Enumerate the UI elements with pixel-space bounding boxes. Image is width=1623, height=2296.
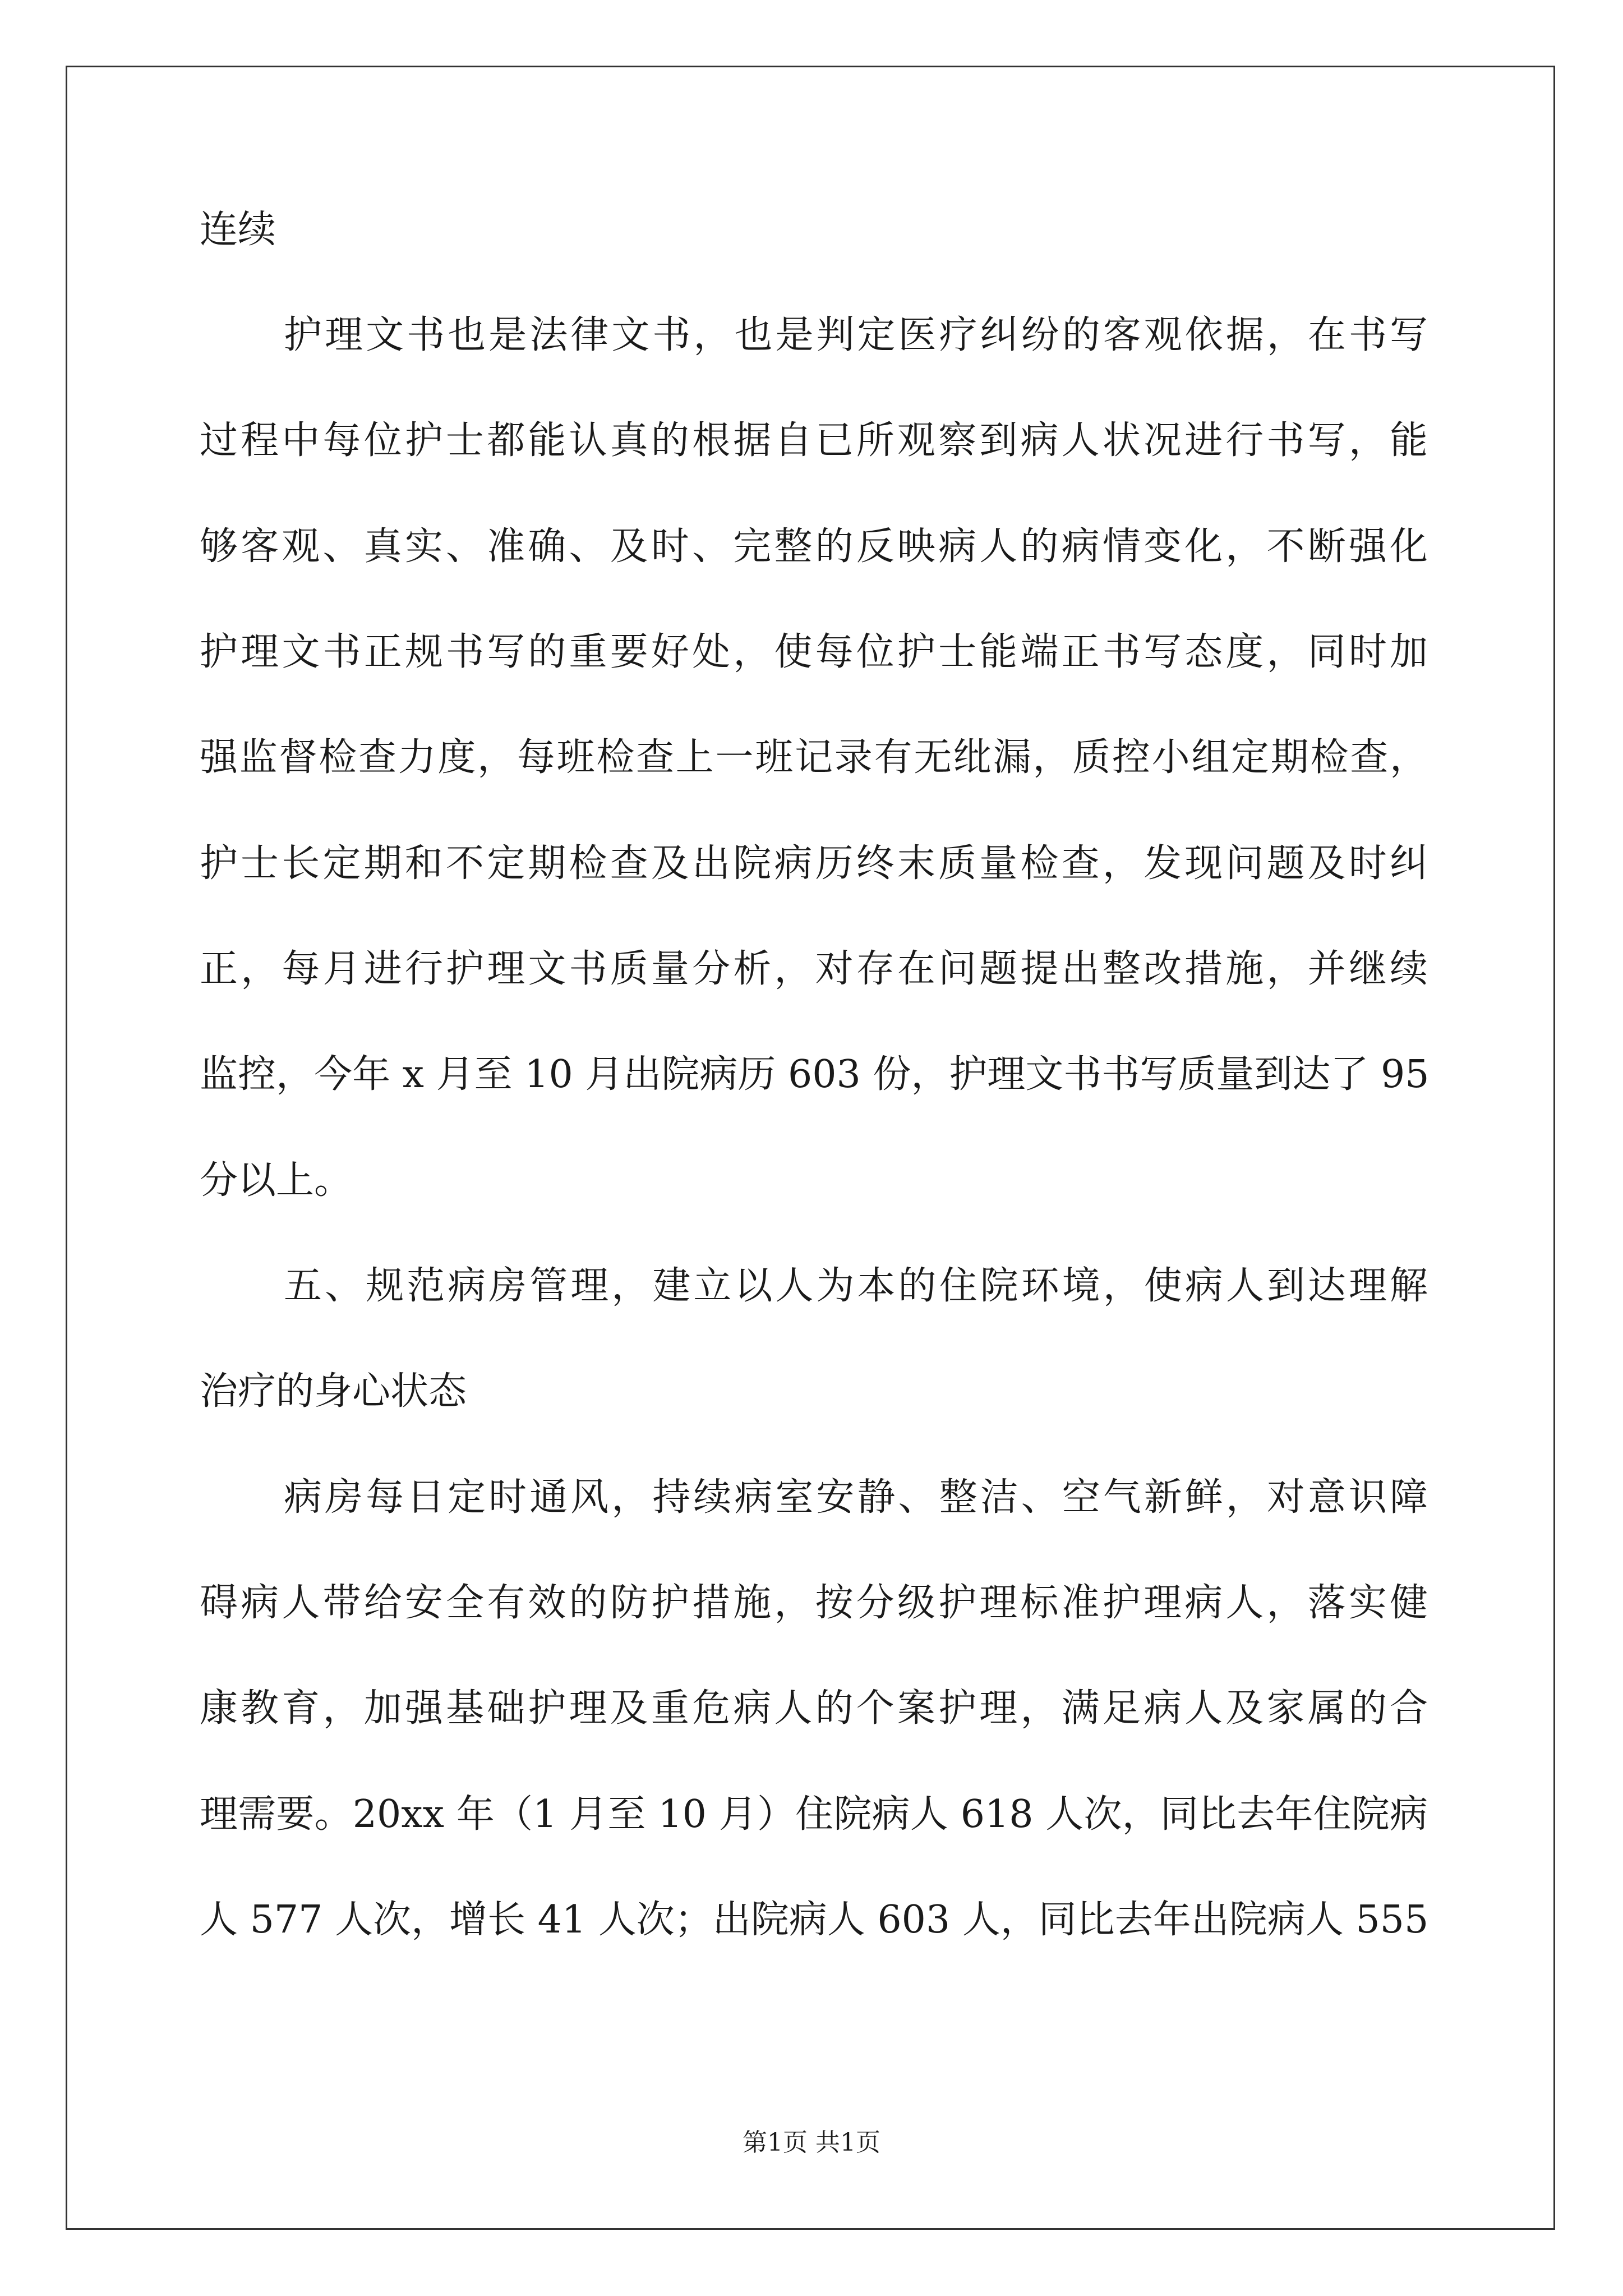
text-line: 分以上。	[200, 1158, 353, 1203]
text-line: 护理文书也是法律文书，也是判定医疗纠纷的客观依据，在书写	[284, 313, 1428, 357]
text-line: 人 577 人次，增长 41 人次；出院病人 603 人，同比去年出院病人 555	[200, 1898, 1429, 1942]
text-line: 护士长定期和不定期检查及出院病历终末质量检查，发现问题及时纠	[200, 841, 1428, 886]
page-footer: 第1页 共1页	[743, 2128, 880, 2157]
text-line: 病房每日定时通风，持续病室安静、整洁、空气新鲜，对意识障	[284, 1475, 1428, 1520]
text-line: 监控，今年 x 月至 10 月出院病历 603 份，护理文书书写质量到达了 95	[200, 1052, 1430, 1097]
text-line: 强监督检查力度，每班检查上一班记录有无纰漏，质控小组定期检查，	[200, 735, 1428, 780]
section-heading: 五、规范病房管理，建立以人为本的住院环境，使病人到达理解	[284, 1264, 1428, 1308]
text-line: 过程中每位护士都能认真的根据自已所观察到病人状况进行书写，能	[200, 418, 1428, 463]
text-line: 护理文书正规书写的重要好处，使每位护士能端正书写态度，同时加	[200, 630, 1428, 674]
text-line: 碍病人带给安全有效的防护措施，按分级护理标准护理病人，落实健	[200, 1581, 1428, 1625]
text-line: 理需要。20xx 年（1 月至 10 月）住院病人 618 人次，同比去年住院病	[200, 1792, 1428, 1837]
text-line: 正，每月进行护理文书质量分析，对存在问题提出整改措施，并继续	[200, 947, 1428, 991]
text-line: 够客观、真实、准确、及时、完整的反映病人的病情变化，不断强化	[200, 524, 1428, 569]
text-line: 康教育，加强基础护理及重危病人的个案护理，满足病人及家属的合	[200, 1686, 1428, 1731]
text-line: 连续	[200, 208, 276, 252]
section-heading: 治疗的身心状态	[200, 1369, 467, 1414]
